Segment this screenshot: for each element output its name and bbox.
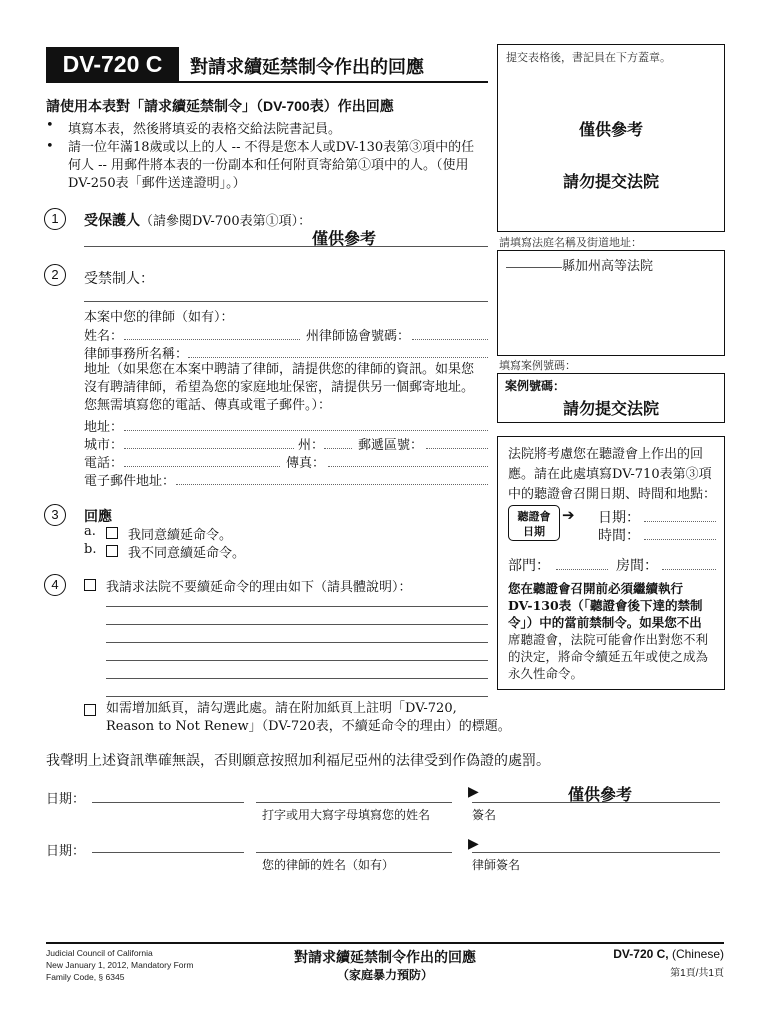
form-title: 對請求續延禁制令作出的回應 [190,57,424,77]
footer-form-id: DV-720 C, (Chinese) [613,947,724,961]
zip-label: 郵遞區號： [358,438,424,453]
form-number: DV-720 C [46,47,179,81]
case-number-value: 請勿提交法院 [562,401,659,418]
state-field[interactable] [324,448,352,449]
reason-line[interactable] [106,696,488,697]
intro-heading: 請使用本表對「請求續延禁制令」（DV-700表）作出回應 [46,98,394,114]
firm-name-field[interactable] [188,357,488,358]
court-name: 縣加州高等法院 [562,259,654,274]
reason-checkbox[interactable] [84,579,96,591]
section-3-number: 3 [44,504,66,526]
hearing-dept-field[interactable] [556,569,608,570]
phone-field[interactable] [124,466,280,467]
lawyer-name-caption: 您的律師的姓名（如有） [262,858,395,872]
city-field[interactable] [124,448,294,449]
date-2-label: 日期： [46,844,86,859]
agree-text: 我同意續延命令。 [128,528,233,543]
county-blank [506,267,562,268]
reason-line[interactable] [106,642,488,643]
email-label: 電子郵件地址： [84,474,176,489]
lawyer-name-sign-field[interactable] [256,852,452,853]
hearing-dept-label: 部門： [508,558,550,574]
section-2-number: 2 [44,264,66,286]
hearing-room-field[interactable] [662,569,716,570]
section-2-label: 受禁制人： [84,271,154,287]
lawyer-signature-field[interactable] [472,852,720,853]
hearing-warning: 您在聽證會召開前必須繼續執行 DV-130表（「聽證會後下達的禁制 令」）中的當前禁制令。如果您不出 席聽證會，法院可能會作出對您不利 的決定，將命令續延五年或使之成為 永久性命令。 [508,581,709,681]
case-number-box[interactable] [497,373,725,423]
option-a-letter: a. [84,524,96,539]
court-name-box[interactable] [497,250,725,356]
date-2-field[interactable] [92,852,244,853]
reason-text: 我請求法院不要續延命令的理由如下（請具體說明）： [106,580,412,595]
protected-person-value: 僅供參考 [312,231,377,248]
clerk-watermark-1: 僅供參考 [578,122,643,139]
zip-field[interactable] [426,448,488,449]
printed-name-field[interactable] [256,802,452,803]
court-box-label: 請填寫法庭名稱及街道地址： [499,236,642,249]
clerk-stamp-box [497,44,725,232]
footer-org: Judicial Council of California New January 1, 2012, Mandatory Form Family Code, § 6345 [46,948,194,982]
clerk-instruction: 提交表格後，書記員在下方蓋章。 [506,51,671,64]
header-rule [46,81,488,83]
bullet-icon: • [46,139,54,154]
badge-arrow-icon: ➔ [562,506,575,524]
address-note: 地址（如果您在本案中聘請了律師，請提供您的律師的資訊。如果您 沒有聘請律師，希望為您的家庭地址保密，請提供另一個郵寄地址。 您無需填寫您的電話、傳真或電子郵件。）： [84,362,475,413]
footer-rule [46,942,724,944]
intro-bullet-2: 請一位年滿18歲或以上的人 -- 不得是您本人或DV-130表第③項中的任 何人 -- 用郵件將本表的一份副本和任何附頁寄給第①項中的人。（使用 DV-250表「郵件送達證明」。） [68,140,475,191]
fax-field[interactable] [328,466,488,467]
address-field[interactable] [124,430,488,431]
section-3-label: 回應 [84,509,112,525]
hearing-room-label: 房間： [616,558,658,574]
signature-value: 僅供參考 [568,787,633,804]
disagree-checkbox[interactable] [106,545,118,557]
signature-arrow-icon: ▶ [468,784,479,800]
printed-name-caption: 打字或用大寫字母填寫您的姓名 [262,808,431,822]
date-1-field[interactable] [92,802,244,803]
signature-field[interactable] [472,802,720,803]
intro-bullet-1: 填寫本表，然後將填妥的表格交給法院書記員。 [68,122,342,137]
reason-line[interactable] [106,624,488,625]
protected-person-field[interactable] [84,246,488,247]
restrained-person-field[interactable] [84,301,488,302]
signature-arrow-icon: ▶ [468,836,479,852]
hearing-time-label: 時間： [598,528,640,544]
extra-pages-text: 如需增加紙頁，請勾選此處。請在附加紙頁上註明「DV-720, Reason to Not Renew」（DV-720表，不續延命令的理由）的標題。 [106,701,511,734]
bar-number-label: 州律師協會號碼： [306,329,411,344]
declaration: 我聲明上述資訊準確無誤，否則願意按照加利福尼亞州的法律受到作偽證的處罰。 [46,753,550,769]
extra-pages-checkbox[interactable] [84,704,96,716]
phone-label: 電話： [84,456,124,471]
date-1-label: 日期： [46,792,86,807]
reason-line[interactable] [106,606,488,607]
hearing-box [497,436,725,690]
firm-label: 律師事務所名稱： [84,347,189,362]
signature-caption: 簽名 [472,808,497,822]
bar-number-field[interactable] [412,339,488,340]
reason-line[interactable] [106,678,488,679]
lawyer-signature-caption: 律師簽名 [472,858,521,872]
hearing-time-field[interactable] [644,539,716,540]
state-label: 州： [298,438,325,453]
address-label: 地址： [84,420,124,435]
email-field[interactable] [176,484,488,485]
clerk-watermark-2: 請勿提交法院 [562,174,659,191]
section-1-label: 受保護人（請參閱DV-700表第①項）： [84,213,312,229]
agree-checkbox[interactable] [106,527,118,539]
city-label: 城市： [84,438,124,453]
footer-page: 第1頁/共1頁 [670,968,724,979]
name-label: 姓名： [84,329,124,344]
hearing-date-label: 日期： [598,510,640,526]
lawyer-intro: 本案中您的律師（如有）： [84,310,234,325]
lawyer-name-field[interactable] [124,339,300,340]
footer-subtitle: （家庭暴力預防） [336,968,433,982]
footer-title: 對請求續延禁制令作出的回應 [294,949,476,965]
section-4-number: 4 [44,574,66,596]
reason-line[interactable] [106,660,488,661]
section-1-number: 1 [44,208,66,230]
case-box-label: 填寫案例號碼： [499,359,576,372]
option-b-letter: b. [84,542,97,557]
hearing-date-badge: 聽證會 日期 [508,505,560,541]
disagree-text: 我不同意續延命令。 [128,546,246,561]
hearing-date-field[interactable] [644,521,716,522]
bullet-icon: • [46,118,54,133]
case-number-label: 案例號碼： [505,379,566,393]
hearing-instructions: 法院將考慮您在聽證會上作出的回 應。請在此處填寫DV-710表第③項 中的聽證會召開日期、時間和地點： [508,447,717,502]
fax-label: 傳真： [286,456,326,471]
